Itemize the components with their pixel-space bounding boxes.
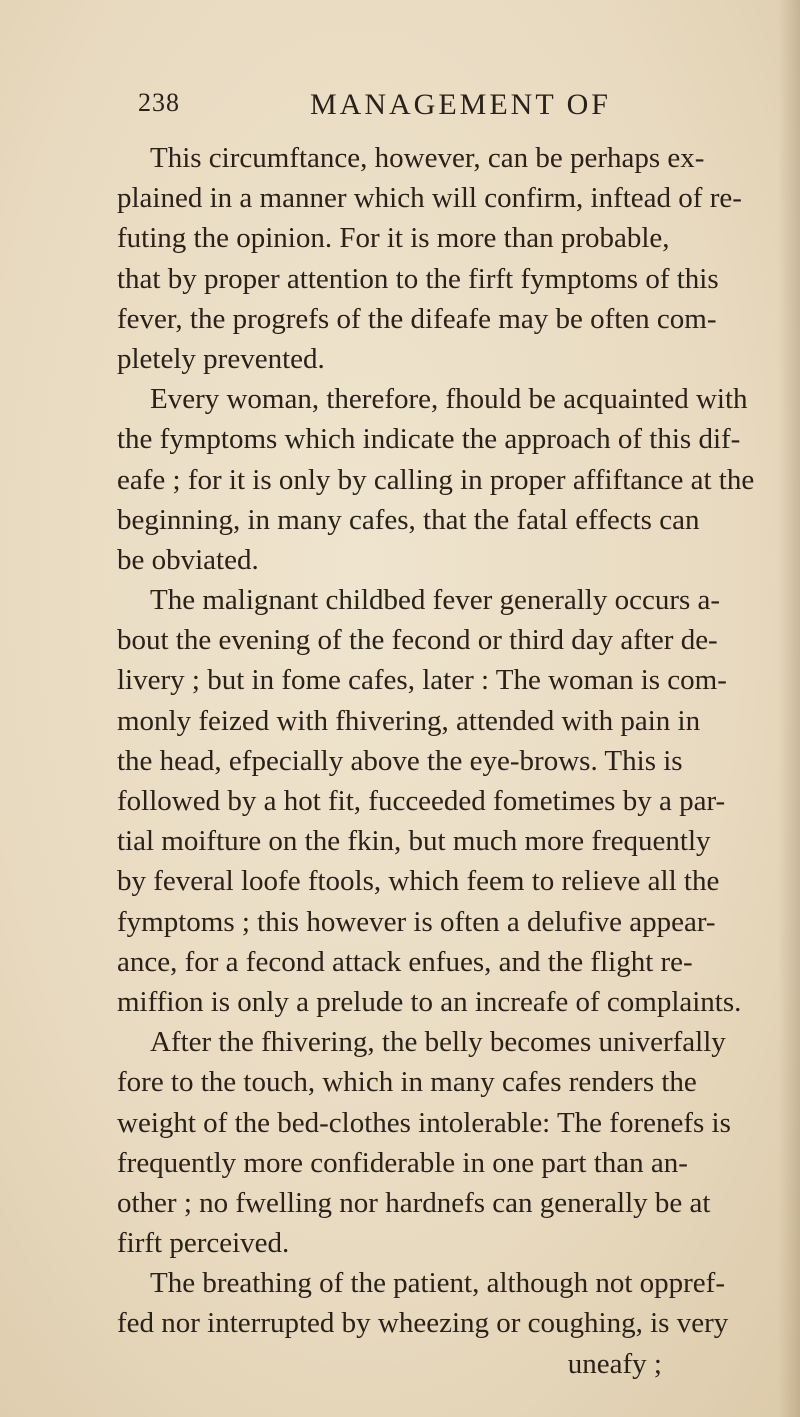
text-line: miffion is only a prelude to an increafe of complaints.	[117, 985, 742, 1018]
text-line: fed nor interrupted by wheezing or coughing, is very	[117, 1307, 729, 1340]
text-line: This circumftance, however, can be perhaps ex-	[150, 142, 705, 174]
text-line: After the fhivering, the belly becomes univerfally	[150, 1026, 726, 1059]
running-title: MANAGEMENT OF	[310, 88, 611, 121]
text-line: be obviated.	[117, 543, 259, 576]
text-line: weight of the bed-clothes intolerable: The forenefs is	[117, 1106, 731, 1139]
text-line: fever, the progrefs of the difeafe may be often com-	[117, 302, 717, 335]
text-line: The breathing of the patient, although not oppref-	[150, 1267, 725, 1300]
text-line: by feveral loofe ftools, which feem to relieve all the	[117, 865, 720, 898]
text-line: monly feized with fhivering, attended with pain in	[117, 704, 701, 737]
text-line: bout the evening of the fecond or third day after de-	[117, 624, 718, 657]
text-line: plained in a manner which will confirm, inftead of re-	[117, 182, 742, 215]
body-text	[117, 138, 755, 1384]
text-line: beginning, in many cafes, that the fatal effects can	[117, 503, 700, 536]
text-line: other ; no fwelling nor hardnefs can generally be at	[117, 1186, 711, 1219]
catchword: uneafy ;	[567, 1347, 662, 1380]
text-line: followed by a hot fit, fucceeded fometimes by a par-	[117, 785, 726, 817]
text-line: fore to the touch, which in many cafes renders the	[117, 1066, 697, 1099]
page-edge-shadow	[778, 0, 800, 1417]
text-line: frequently more confiderable in one part than an-	[117, 1146, 688, 1179]
text-line: livery ; but in fome cafes, later : The woman is com-	[117, 664, 727, 697]
text-line: firft perceived.	[117, 1227, 290, 1260]
text-line: Every woman, therefore, fhould be acquainted with	[150, 383, 748, 416]
text-line: ance, for a fecond attack enfues, and the flight re-	[117, 945, 693, 978]
text-line: the head, efpecially above the eye-brows. This is	[117, 744, 683, 777]
text-line: tial moifture on the fkin, but much more frequently	[117, 825, 711, 858]
text-line: futing the opinion. For it is more than probable,	[117, 222, 670, 255]
page-header	[138, 88, 658, 128]
text-line: pletely prevented.	[117, 342, 325, 375]
text-line: that by proper attention to the firft fymptoms of this	[117, 262, 719, 295]
text-line: the fymptoms which indicate the approach of this dif-	[117, 423, 741, 456]
text-line: eafe ; for it is only by calling in proper affiftance at the	[117, 463, 755, 496]
text-line: The malignant childbed fever generally occurs a-	[150, 584, 721, 617]
text-line: fymptoms ; this however is often a delufive appear-	[117, 905, 716, 938]
page-number: 238	[138, 88, 180, 117]
